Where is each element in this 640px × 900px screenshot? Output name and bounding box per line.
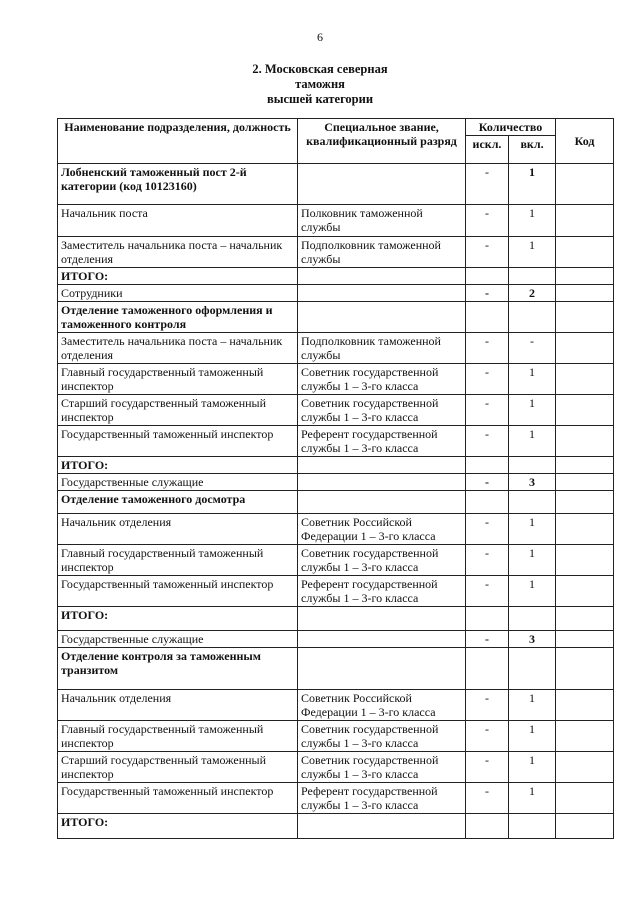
cell-name: Начальник отделения xyxy=(58,514,298,545)
table-row xyxy=(58,545,614,576)
cell-excl: - xyxy=(466,631,509,648)
cell-name: Старший государственный таможенный инспектор xyxy=(58,752,298,783)
table-row xyxy=(58,491,614,514)
title-line: 2. Московская северная xyxy=(252,62,388,76)
cell-excl: - xyxy=(466,285,509,302)
cell-code xyxy=(556,783,614,814)
cell-name: Государственный таможенный инспектор xyxy=(58,783,298,814)
cell-incl: 3 xyxy=(509,474,556,491)
cell-rank xyxy=(298,285,466,302)
cell-excl: - xyxy=(466,690,509,721)
cell-incl: - xyxy=(509,333,556,364)
cell-excl: - xyxy=(466,752,509,783)
cell-name: ИТОГО: xyxy=(58,607,298,631)
staff-table xyxy=(57,118,614,839)
cell-excl: - xyxy=(466,576,509,607)
cell-code xyxy=(556,814,614,839)
cell-excl: - xyxy=(466,514,509,545)
cell-code xyxy=(556,576,614,607)
cell-name: Лобненский таможенный пост 2-й категории (код 10123160) xyxy=(58,164,298,205)
document-title xyxy=(0,62,640,107)
cell-incl: 1 xyxy=(509,783,556,814)
cell-excl: - xyxy=(466,364,509,395)
cell-incl: 1 xyxy=(509,205,556,237)
table-row xyxy=(58,648,614,690)
cell-name: Отделение таможенного оформления и таможенного контроля xyxy=(58,302,298,333)
table-row xyxy=(58,631,614,648)
cell-name: Начальник поста xyxy=(58,205,298,237)
cell-code xyxy=(556,648,614,690)
cell-name: Государственные служащие xyxy=(58,631,298,648)
cell-incl: 3 xyxy=(509,631,556,648)
title-line: таможня xyxy=(295,77,345,91)
table-row xyxy=(58,752,614,783)
cell-incl xyxy=(509,268,556,285)
cell-code xyxy=(556,607,614,631)
table-row xyxy=(58,690,614,721)
cell-rank xyxy=(298,164,466,205)
table-row xyxy=(58,164,614,205)
header-excl: искл. xyxy=(466,136,509,164)
title-line: высшей категории xyxy=(266,92,374,106)
cell-code xyxy=(556,474,614,491)
cell-excl: - xyxy=(466,333,509,364)
page-number: 6 xyxy=(317,30,323,44)
cell-rank xyxy=(298,474,466,491)
cell-code xyxy=(556,364,614,395)
cell-name: Отделение контроля за таможенным транзитом xyxy=(58,648,298,690)
cell-incl: 1 xyxy=(509,514,556,545)
cell-rank: Советник государственной службы 1 – 3-го класса xyxy=(298,721,466,752)
cell-code xyxy=(556,285,614,302)
cell-name: Старший государственный таможенный инспектор xyxy=(58,395,298,426)
cell-code xyxy=(556,237,614,268)
cell-incl: 1 xyxy=(509,237,556,268)
cell-incl: 1 xyxy=(509,576,556,607)
table-row xyxy=(58,364,614,395)
table-row xyxy=(58,576,614,607)
cell-rank: Референт государственной службы 1 – 3-го класса xyxy=(298,783,466,814)
cell-excl: - xyxy=(466,237,509,268)
cell-code xyxy=(556,302,614,333)
cell-incl xyxy=(509,648,556,690)
table-row xyxy=(58,426,614,457)
cell-name: ИТОГО: xyxy=(58,457,298,474)
cell-name: Заместитель начальника поста – начальник отделения xyxy=(58,237,298,268)
table-row xyxy=(58,268,614,285)
cell-excl: - xyxy=(466,783,509,814)
cell-rank: Подполковник таможенной службы xyxy=(298,333,466,364)
cell-excl xyxy=(466,457,509,474)
table-row xyxy=(58,302,614,333)
header-code: Код xyxy=(556,119,614,164)
cell-excl: - xyxy=(466,474,509,491)
cell-rank: Советник государственной службы 1 – 3-го класса xyxy=(298,364,466,395)
cell-code xyxy=(556,205,614,237)
cell-name: Государственный таможенный инспектор xyxy=(58,576,298,607)
cell-excl xyxy=(466,607,509,631)
table-row xyxy=(58,237,614,268)
cell-code xyxy=(556,752,614,783)
cell-incl: 1 xyxy=(509,545,556,576)
table-row xyxy=(58,514,614,545)
cell-name: ИТОГО: xyxy=(58,268,298,285)
cell-incl: 1 xyxy=(509,690,556,721)
cell-code xyxy=(556,426,614,457)
cell-rank: Референт государственной службы 1 – 3-го класса xyxy=(298,426,466,457)
header-quantity: Количество xyxy=(466,119,556,136)
cell-name: Главный государственный таможенный инспектор xyxy=(58,721,298,752)
cell-rank xyxy=(298,814,466,839)
cell-rank xyxy=(298,302,466,333)
cell-name: Сотрудники xyxy=(58,285,298,302)
cell-rank xyxy=(298,491,466,514)
table-row xyxy=(58,783,614,814)
cell-code xyxy=(556,545,614,576)
cell-incl xyxy=(509,607,556,631)
cell-rank xyxy=(298,268,466,285)
cell-code xyxy=(556,395,614,426)
cell-code xyxy=(556,721,614,752)
cell-rank: Советник Российской Федерации 1 – 3-го класса xyxy=(298,690,466,721)
cell-code xyxy=(556,333,614,364)
table-row xyxy=(58,814,614,839)
cell-code xyxy=(556,457,614,474)
table-row xyxy=(58,474,614,491)
cell-excl: - xyxy=(466,426,509,457)
cell-incl: 1 xyxy=(509,721,556,752)
cell-incl: 1 xyxy=(509,395,556,426)
cell-incl xyxy=(509,302,556,333)
cell-incl xyxy=(509,491,556,514)
cell-excl xyxy=(466,648,509,690)
cell-incl: 1 xyxy=(509,364,556,395)
cell-incl: 1 xyxy=(509,752,556,783)
cell-excl xyxy=(466,814,509,839)
cell-rank xyxy=(298,648,466,690)
cell-code xyxy=(556,491,614,514)
cell-code xyxy=(556,631,614,648)
cell-incl: 2 xyxy=(509,285,556,302)
cell-name: Начальник отделения xyxy=(58,690,298,721)
cell-excl xyxy=(466,268,509,285)
table-row xyxy=(58,721,614,752)
cell-rank: Советник Российской Федерации 1 – 3-го класса xyxy=(298,514,466,545)
cell-rank xyxy=(298,457,466,474)
cell-name: Заместитель начальника поста – начальник отделения xyxy=(58,333,298,364)
cell-rank: Советник государственной службы 1 – 3-го класса xyxy=(298,395,466,426)
cell-excl: - xyxy=(466,395,509,426)
cell-rank: Подполковник таможенной службы xyxy=(298,237,466,268)
table-row xyxy=(58,607,614,631)
cell-rank xyxy=(298,631,466,648)
cell-rank xyxy=(298,607,466,631)
cell-code xyxy=(556,164,614,205)
cell-rank: Референт государственной службы 1 – 3-го класса xyxy=(298,576,466,607)
cell-name: Главный государственный таможенный инспектор xyxy=(58,364,298,395)
table-row xyxy=(58,457,614,474)
cell-rank: Полковник таможенной службы xyxy=(298,205,466,237)
cell-excl xyxy=(466,491,509,514)
cell-excl: - xyxy=(466,164,509,205)
table-row xyxy=(58,285,614,302)
cell-excl: - xyxy=(466,721,509,752)
cell-excl xyxy=(466,302,509,333)
cell-name: ИТОГО: xyxy=(58,814,298,839)
cell-name: Отделение таможенного досмотра xyxy=(58,491,298,514)
table-row xyxy=(58,395,614,426)
cell-name: Главный государственный таможенный инспектор xyxy=(58,545,298,576)
cell-incl xyxy=(509,814,556,839)
cell-excl: - xyxy=(466,545,509,576)
header-name: Наименование подразделения, должность xyxy=(58,119,298,164)
header-incl: вкл. xyxy=(509,136,556,164)
table-row xyxy=(58,333,614,364)
cell-excl: - xyxy=(466,205,509,237)
cell-incl: 1 xyxy=(509,426,556,457)
cell-rank: Советник государственной службы 1 – 3-го класса xyxy=(298,545,466,576)
cell-name: Государственные служащие xyxy=(58,474,298,491)
cell-incl xyxy=(509,457,556,474)
cell-name: Государственный таможенный инспектор xyxy=(58,426,298,457)
cell-rank: Советник государственной службы 1 – 3-го класса xyxy=(298,752,466,783)
cell-code xyxy=(556,268,614,285)
cell-incl: 1 xyxy=(509,164,556,205)
header-rank: Специальное звание, квалификационный разряд xyxy=(298,119,466,164)
table-row xyxy=(58,205,614,237)
cell-code xyxy=(556,514,614,545)
cell-code xyxy=(556,690,614,721)
